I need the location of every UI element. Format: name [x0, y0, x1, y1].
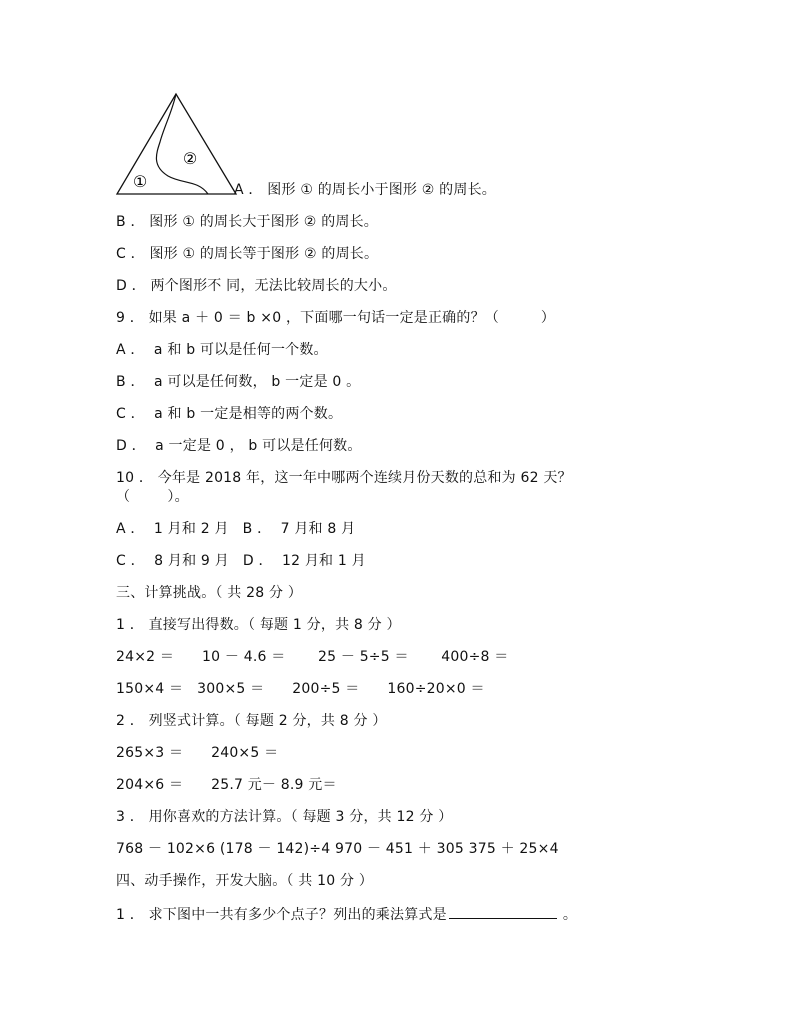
option-9c: C ． a 和 b 一定是相等的两个数。 — [116, 406, 343, 422]
question-9: 9 ． 如果 a ＋ 0 ＝ b ×0 ，下面哪一句话一定是正确的？（ ） — [116, 310, 556, 326]
subsection-3-3: 3 ． 用你喜欢的方法计算。（ 每题 3 分，共 12 分 ） — [116, 809, 453, 825]
option-8b: B ． 图形 ① 的周长大于图形 ② 的周长。 — [116, 214, 379, 230]
calc-row-2: 150×4 ＝ 300×5 ＝ 200÷5 ＝ 160÷20×0 ＝ — [116, 681, 485, 697]
region-2-label: ② — [182, 149, 198, 168]
subsection-3-1: 1 ． 直接写出得数。（ 每题 1 分，共 8 分 ） — [116, 617, 401, 633]
region-1-label: ① — [132, 172, 148, 191]
question-4-1-suffix: 。 — [562, 907, 578, 923]
answer-blank[interactable] — [449, 904, 557, 919]
section-4-heading: 四、动手操作，开发大脑。（ 共 10 分 ） — [116, 873, 374, 889]
options-10cd: C ． 8 月和 9 月 D ． 12 月和 1 月 — [116, 553, 366, 569]
free-calc-row: 768 － 102×6 (178 － 142)÷4 970 － 451 ＋ 305 375 ＋ 25×4 — [116, 841, 559, 857]
vertical-calc-row-1: 265×3 ＝ 240×5 ＝ — [116, 745, 279, 761]
option-9a: A ． a 和 b 可以是任何一个数。 — [116, 342, 328, 358]
option-8c: C ． 图形 ① 的周长等于图形 ② 的周长。 — [116, 246, 379, 262]
option-8a: A ． 图形 ① 的周长小于图形 ② 的周长。 — [234, 182, 496, 198]
option-8d: D ． 两个图形不 同，无法比较周长的大小。 — [116, 278, 397, 294]
options-10ab: A ． 1 月和 2 月 B ． 7 月和 8 月 — [116, 521, 356, 537]
question-10-blank: （ ）。 — [116, 489, 189, 505]
option-9b: B ． a 可以是任何数， b 一定是 0 。 — [116, 374, 361, 390]
question-10: 10 ． 今年是 2018 年，这一年中哪两个连续月份天数的总和为 62 天？ — [116, 470, 572, 486]
vertical-calc-row-2: 204×6 ＝ 25.7 元－ 8.9 元＝ — [116, 777, 337, 793]
calc-row-1: 24×2 ＝ 10 － 4.6 ＝ 25 － 5÷5 ＝ 400÷8 ＝ — [116, 649, 509, 665]
triangle-figure — [112, 92, 242, 196]
section-3-heading: 三、计算挑战。（ 共 28 分 ） — [116, 585, 303, 601]
option-9d: D ． a 一定是 0 ， b 可以是任何数。 — [116, 438, 362, 454]
subsection-3-2: 2 ． 列竖式计算。（ 每题 2 分，共 8 分 ） — [116, 713, 387, 729]
question-4-1-prefix: 1 ． 求下图中一共有多少个点子？列出的乘法算式是 — [116, 907, 447, 923]
question-4-1 — [116, 904, 577, 924]
